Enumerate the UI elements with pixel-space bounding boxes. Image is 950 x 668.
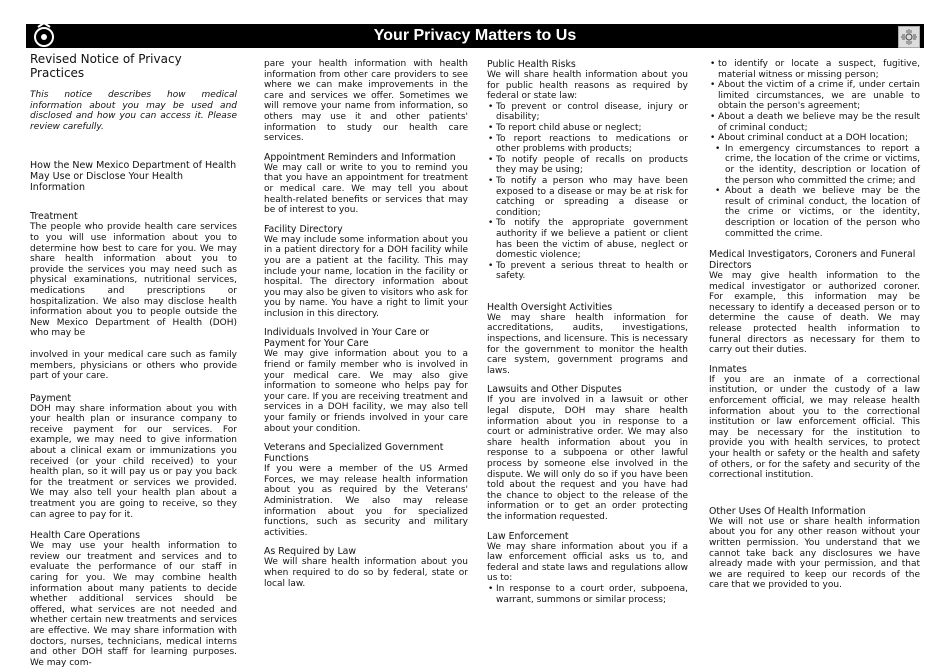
list-item: • In emergency circumstances to report a crime, the location of the crime or victims, or the identity, description or location of the person who committed the crime; and xyxy=(709,144,920,186)
list-item: • About the victim of a crime if, under certain limited circumstances, we are unable to obtain the person's agreement; xyxy=(709,80,920,112)
list-item: • About a death we believe may be the result of criminal conduct, the location of the crime or victims, or the identity, description or location of the person who committed the crime. xyxy=(709,186,920,239)
section-subtitle: How the New Mexico Department of Health May Use or Disclose Your Health Information xyxy=(30,160,237,194)
document-title: Revised Notice of Privacy Practices xyxy=(30,52,182,80)
intro-notice: This notice describes how medical information about you may be used and disclosed and how you can access it. Please review carefully. xyxy=(30,90,237,132)
list-item: • About criminal conduct at a DOH location; xyxy=(709,133,920,144)
oversight-text: We may share health information for accreditations, audits, investigations, inspections, and licensure. This is necessary for the government to monitor the health care system, government programs and laws. xyxy=(487,312,688,376)
treatment-text-continued: involved in your medical care such as family members, physicians or others who provide part of your care. xyxy=(30,349,237,382)
facility-text: We may include some information about you in a patient directory for a DOH facility while you are a patient at the facility. This may include your name, location in the facility or hospital. The directory information about you may also be given to visitors who ask for you by name. You have a right to limit your inclusion in this directory. xyxy=(264,234,468,319)
banner-title: Your Privacy Matters to Us xyxy=(373,27,577,44)
lawsuits-heading: Lawsuits and Other Disputes xyxy=(487,384,622,396)
examiners-text: We may give health information to the medical investigator or authorized coroner. For example, this information may be necessary to identify a deceased person or to determine the cause of death. We may release protected health information to funeral directors as necessary for them to carry out their duties. xyxy=(709,271,920,356)
list-item: • To prevent a serious threat to health or safety. xyxy=(487,261,688,282)
list-item: • To notify a person who may have been exposed to a disease or may be at risk for catching or spreading a disease or condition; xyxy=(487,176,688,218)
payment-heading: Payment xyxy=(30,392,72,404)
operations-text: We may use your health information to review our treatment and services and to evaluate the performance of our staff in caring for you. We may combine health information about many patients to decide whether additional services should be offered, what services are not needed and whether certain new treatments and services are effective. We may share information with doctors, nurses, technicians, medical interns and other DOH staff for learning purposes. We may com- xyxy=(30,541,237,668)
list-item: • About a death we believe may be the result of criminal conduct; xyxy=(709,112,920,133)
involved-heading: Individuals Involved in Your Care or Payment for Your Care xyxy=(264,327,430,350)
public-health-heading: Public Health Risks xyxy=(487,59,576,70)
inmates-text: If you are an inmate of a correctional institution, or under the custody of a law enforcement official, we may release health information about you to the correctional institution or law enforcement official. This may be necessary for the institution to provide you with health services, to protect your health or safety or the health and safety of others, or for the safety and security of the correctional institution. xyxy=(709,374,920,481)
payment-text: DOH may share information about you with your health plan or insurance company to receive payment for our services. For example, we may need to give information about a clinical exam or immunizations you received (or your child received) to your health plan, so it will pay us or pay you back for the treatment or services we provided. We may also tell your health plan about a treatment you are going to receive, so they can agree to pay for it. xyxy=(30,403,237,520)
involved-text: We may give information about you to a friend or family member who is involved in your medical care. We may also give information to someone who helps pay for your care. If you are receiving treatment and services in a DOH facility, we may also tell your family or friends involved in your care about your condition. xyxy=(264,349,468,434)
treatment-text: The people who provide health care services to you will use information about you to determine how best to care for you. We may share health information about you to provide the services you may need such as physical examinations, nutritional services, medications and prescriptions or hospitalization. We also may disclose health information about you to people outside the New Mexico Department of Health (DOH) who may be xyxy=(30,222,237,339)
zia-symbol-icon xyxy=(898,26,920,48)
column-2 xyxy=(264,59,468,589)
header-banner xyxy=(26,24,924,48)
law-enforcement-heading: Law Enforcement xyxy=(487,530,569,542)
lawsuits-text: If you are involved in a lawsuit or other legal dispute, DOH may share health information about you in response to a court or administrative order. We may also share health information about you in response to a subpoena or other lawful process by someone else involved in the dispute. We will only do so if you have been told about the request and you have had the chance to object to the release of the information or to get an order protecting the information requested. xyxy=(487,395,688,522)
examiners-heading: Medical Investigators, Coroners and Funeral Directors xyxy=(709,249,916,272)
list-item: • In response to a court order, subpoena, warrant, summons or similar process; xyxy=(487,584,688,605)
list-item: • to identify or locate a suspect, fugitive, material witness or missing person; xyxy=(709,59,920,80)
column-4 xyxy=(709,59,920,591)
other-uses-text: We will not use or share health information about you for any other reason without your written permission. You understand that we cannot take back any disclosures we have already made with your permission, and that we are required to keep our records of the care that we provided to you. xyxy=(709,516,920,591)
inmates-heading: Inmates xyxy=(709,363,747,375)
list-item: • To prevent or control disease, injury or disability; xyxy=(487,102,688,123)
column-1 xyxy=(30,52,237,668)
facility-heading: Facility Directory xyxy=(264,223,343,235)
law-enforcement-list-continued xyxy=(709,59,920,144)
oversight-heading: Health Oversight Activities xyxy=(487,301,613,313)
veterans-text: If you were a member of the US Armed Forces, we may release health information about you as required by the Veterans' Administration. We also may release information about you for specialized functions, such as security and military activities. xyxy=(264,464,468,538)
operations-text-continued: pare your health information with health information from other care providers to see where we can make improvements in the care and services we offer. Sometimes we will remove your name from information, so others may use it and other patients' information to study our health care services. xyxy=(264,59,468,144)
operations-heading: Health Care Operations xyxy=(30,530,140,542)
law-enforcement-list xyxy=(487,584,688,605)
public-health-text: We will share health information about you for public health reasons as required by federal or state law: xyxy=(487,70,688,102)
law-enforcement-text: We may share information about you if a law enforcement official asks us to, and federal and state laws and regulations allow us to: xyxy=(487,541,688,584)
appointment-text: We may call or write to you to remind you that you have an appointment for treatment or medical care. We may tell you about health-related benefits or services that may be of interest to you. xyxy=(264,162,468,216)
treatment-heading: Treatment xyxy=(30,211,78,223)
public-health-list xyxy=(487,102,688,282)
column-3 xyxy=(487,59,688,605)
required-by-law-text: We will share health information about you when required to do so by federal, state or local law. xyxy=(264,557,468,589)
list-item: • To report reactions to medications or other problems with products; xyxy=(487,134,688,155)
list-item: • To notify the appropriate government authority if we believe a patient or client has been the victim of abuse, neglect or domestic violence; xyxy=(487,218,688,260)
appointment-heading: Appointment Reminders and Information xyxy=(264,151,456,163)
list-item: • To notify people of recalls on products they may be using; xyxy=(487,155,688,176)
list-item: • To report child abuse or neglect; xyxy=(487,123,688,134)
required-by-law-heading: As Required by Law xyxy=(264,546,357,558)
law-enforcement-sub-list xyxy=(709,144,920,239)
veterans-heading: Veterans and Specialized Government Functions xyxy=(264,442,444,465)
other-uses-heading: Other Uses Of Health Information xyxy=(709,505,866,517)
